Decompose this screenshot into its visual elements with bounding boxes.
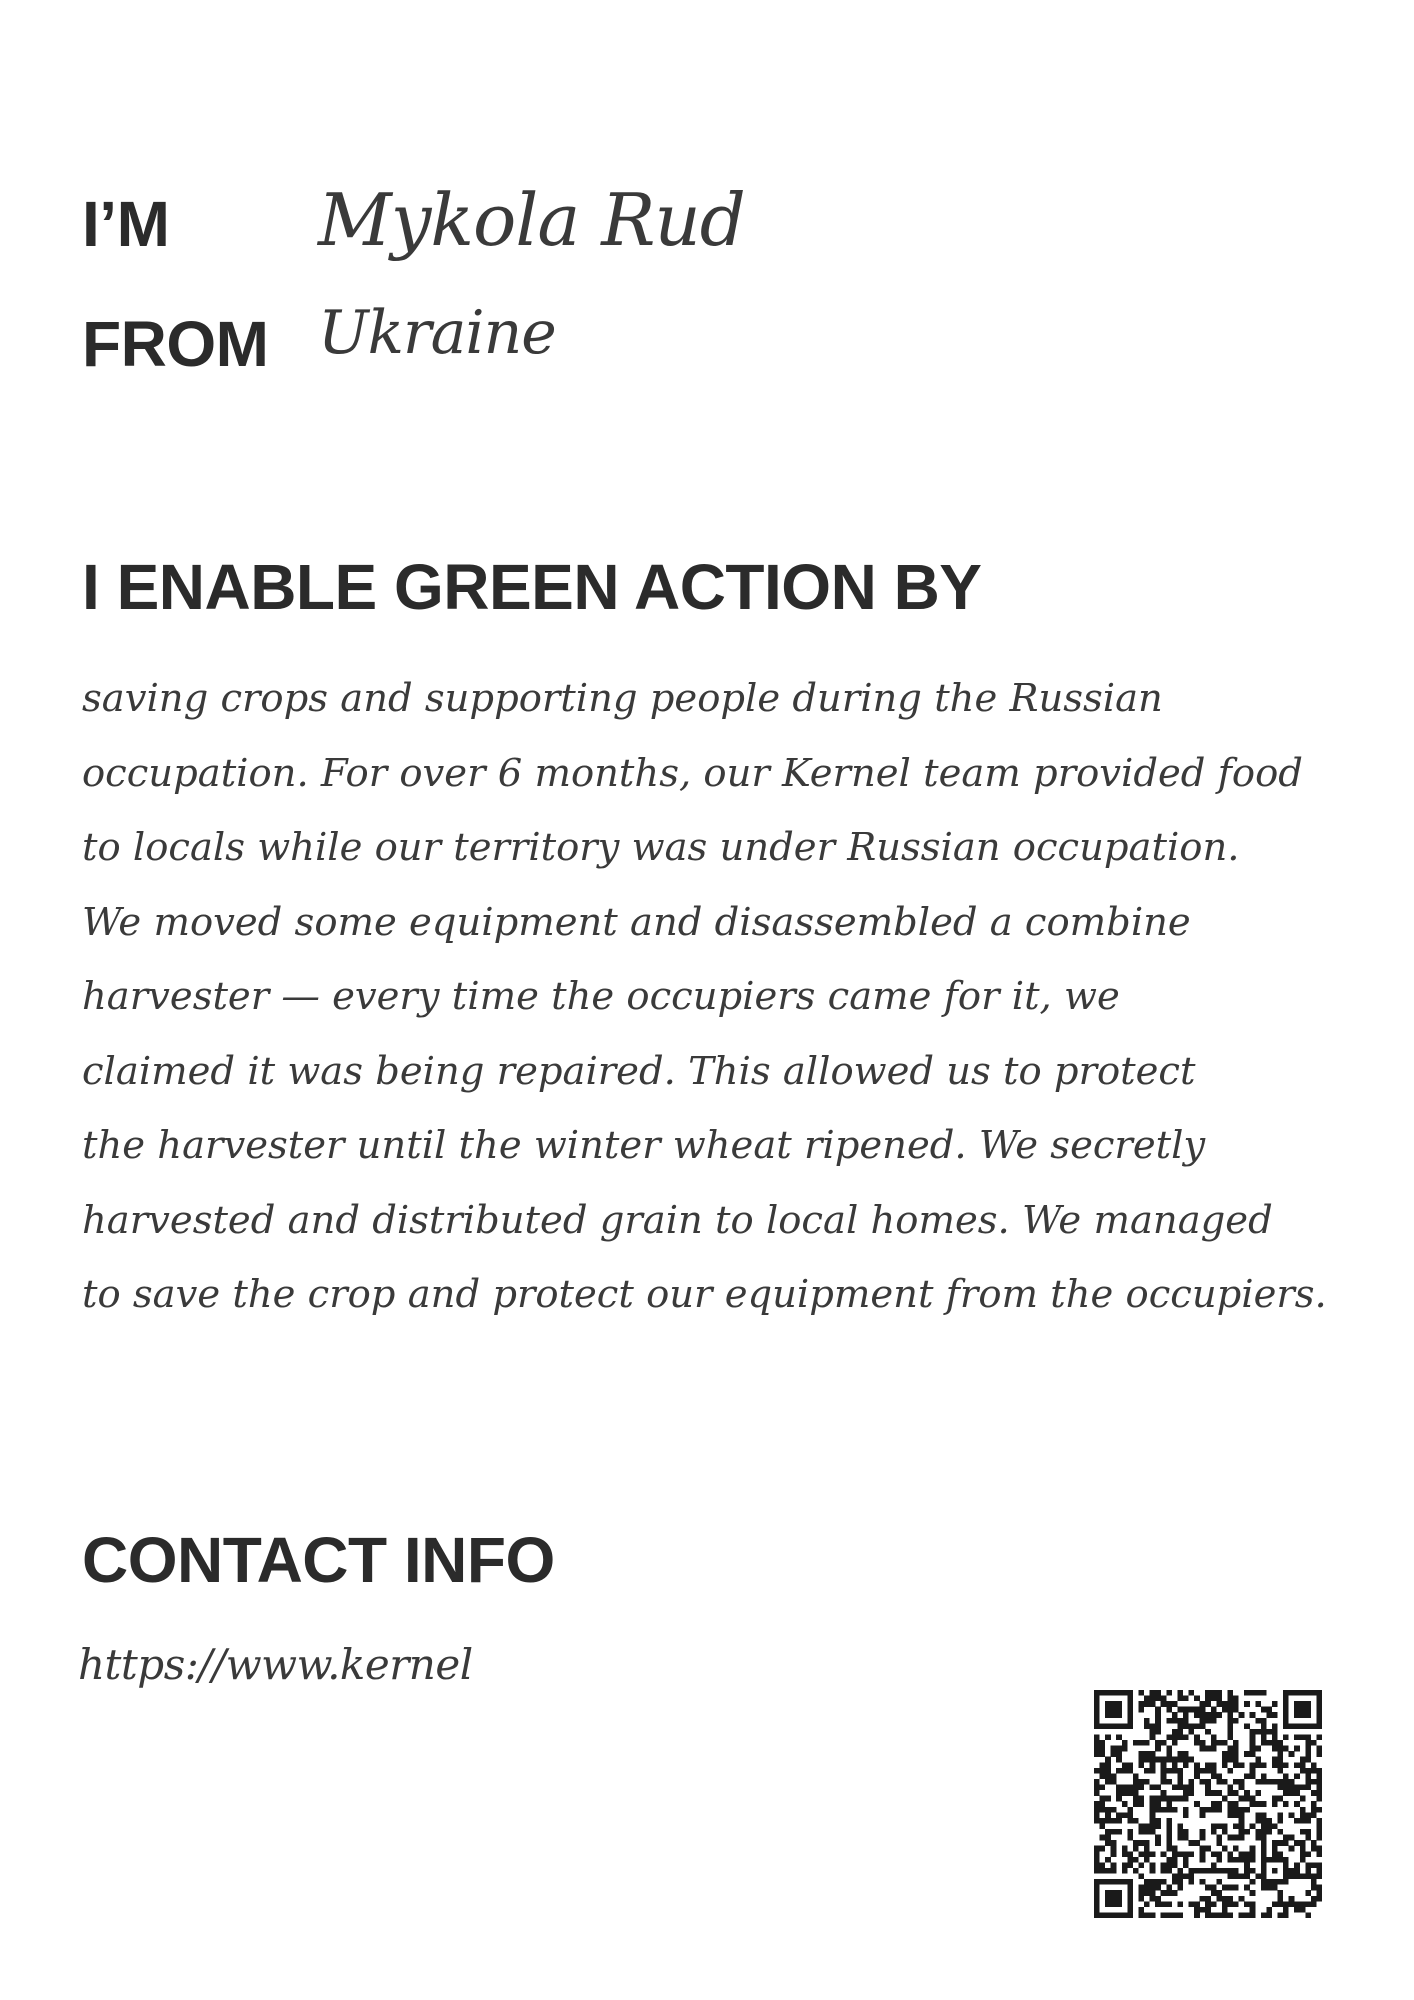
from-label: FROM — [82, 308, 269, 380]
description-line: occupation. For over 6 months, our Kernel team provided food — [82, 750, 1303, 796]
description-line: We moved some equipment and disassembled a combine — [82, 899, 1191, 945]
description-line: saving crops and supporting people during the Russian — [82, 676, 1163, 721]
description-line: to save the crop and protect our equipment from the occupiers. — [82, 1272, 1327, 1317]
green-action-heading: I ENABLE GREEN ACTION BY — [82, 551, 982, 623]
contact-url[interactable]: https://www.kernel — [78, 1640, 473, 1689]
qr-code[interactable] — [1094, 1690, 1322, 1918]
contact-info-heading: CONTACT INFO — [82, 1524, 555, 1596]
green-action-description — [82, 662, 1342, 1333]
country-value: Ukraine — [318, 298, 556, 368]
description-line: harvester — every time the occupiers came for it, we — [82, 974, 1120, 1019]
description-line: claimed it was being repaired. This allowed us to protect — [82, 1048, 1196, 1094]
description-line: the harvester until the winter wheat ripened. We secretly — [82, 1123, 1206, 1168]
description-line: harvested and distributed grain to local homes. We managed — [82, 1197, 1273, 1243]
name-value: Mykola Rud — [318, 178, 745, 262]
description-line: to locals while our territory was under Russian occupation. — [82, 825, 1240, 870]
im-label: I’M — [82, 188, 170, 260]
